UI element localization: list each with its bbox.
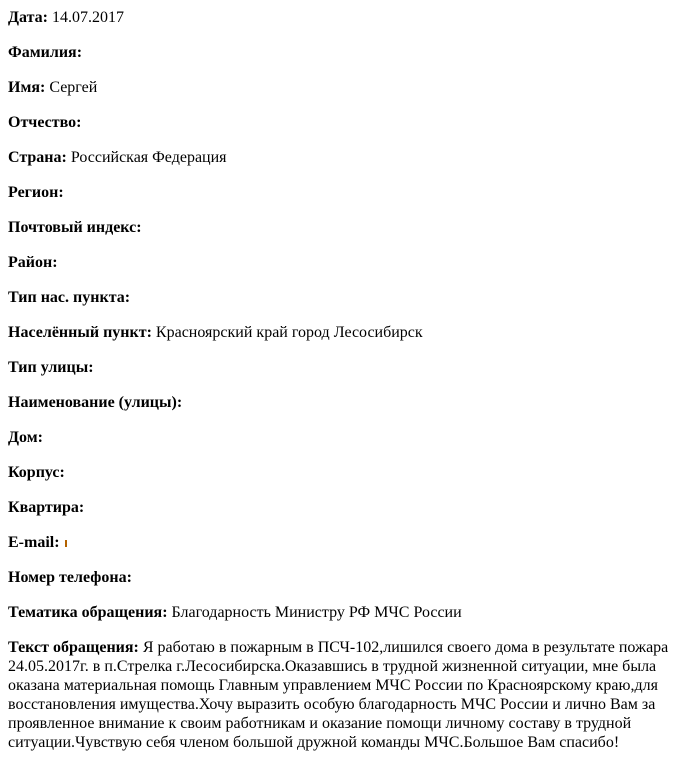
field-row [8, 8, 670, 27]
field-value: Сергей [49, 79, 98, 96]
field-value: Российская Федерация [70, 149, 227, 166]
appeal-document [8, 8, 670, 752]
field-row [8, 113, 670, 132]
field-row [8, 148, 670, 167]
field-row [8, 358, 670, 377]
field-row [8, 603, 670, 622]
field-label: Отчество: [8, 114, 82, 131]
field-value: Красноярский край город Лесосибирск [155, 324, 423, 341]
field-value: Я работаю в пожарным в ПСЧ-102,лишился своего дома в результате пожара 24.05.2017г. в п.Стрелка г.Лесосибирска.Оказавшись в трудной жизненной ситуации, мне была оказана материальная помощь Главным управлением МЧС России по Красноярскому краю,для восстановления имущества.Хочу выразить особую благодарность МЧС России и лично Вам за проявленное внимание к своим работникам и оказание помощи личному составу в трудной ситуации.Чувствую себя членом большой дружной команды МЧС.Большое Вам спасибо! [8, 639, 669, 751]
field-label: Тип нас. пункта: [8, 289, 131, 306]
field-label: E-mail: [8, 534, 60, 551]
field-row [8, 288, 670, 307]
field-label: Район: [8, 254, 58, 271]
field-label: Тематика обращения: [8, 604, 168, 621]
field-label: Населённый пункт: [8, 324, 152, 341]
field-label: Фамилия: [8, 44, 83, 61]
field-value: 14.07.2017 [51, 9, 124, 26]
field-row [8, 428, 670, 447]
field-row [8, 78, 670, 97]
field-row [8, 393, 670, 412]
field-label: Тип улицы: [8, 359, 94, 376]
field-row [8, 43, 670, 62]
field-label: Наименование (улицы): [8, 394, 183, 411]
field-label: Регион: [8, 184, 64, 201]
field-value: Благодарность Министру РФ МЧС России [171, 604, 462, 621]
redacted-email-mark [65, 540, 67, 547]
field-label: Страна: [8, 149, 67, 166]
field-row [8, 183, 670, 202]
field-label: Квартира: [8, 499, 85, 516]
field-label: Имя: [8, 79, 46, 96]
field-row [8, 463, 670, 482]
appeal-fields-list [8, 8, 670, 752]
field-row [8, 533, 670, 552]
field-label: Корпус: [8, 464, 65, 481]
field-label: Почтовый индекс: [8, 219, 142, 236]
field-row [8, 498, 670, 517]
field-row [8, 323, 670, 342]
field-row [8, 638, 670, 752]
field-row [8, 218, 670, 237]
field-row [8, 568, 670, 587]
field-label: Дата: [8, 9, 48, 26]
field-row [8, 253, 670, 272]
field-label: Дом: [8, 429, 43, 446]
field-label: Номер телефона: [8, 569, 132, 586]
field-label: Текст обращения: [8, 639, 139, 656]
